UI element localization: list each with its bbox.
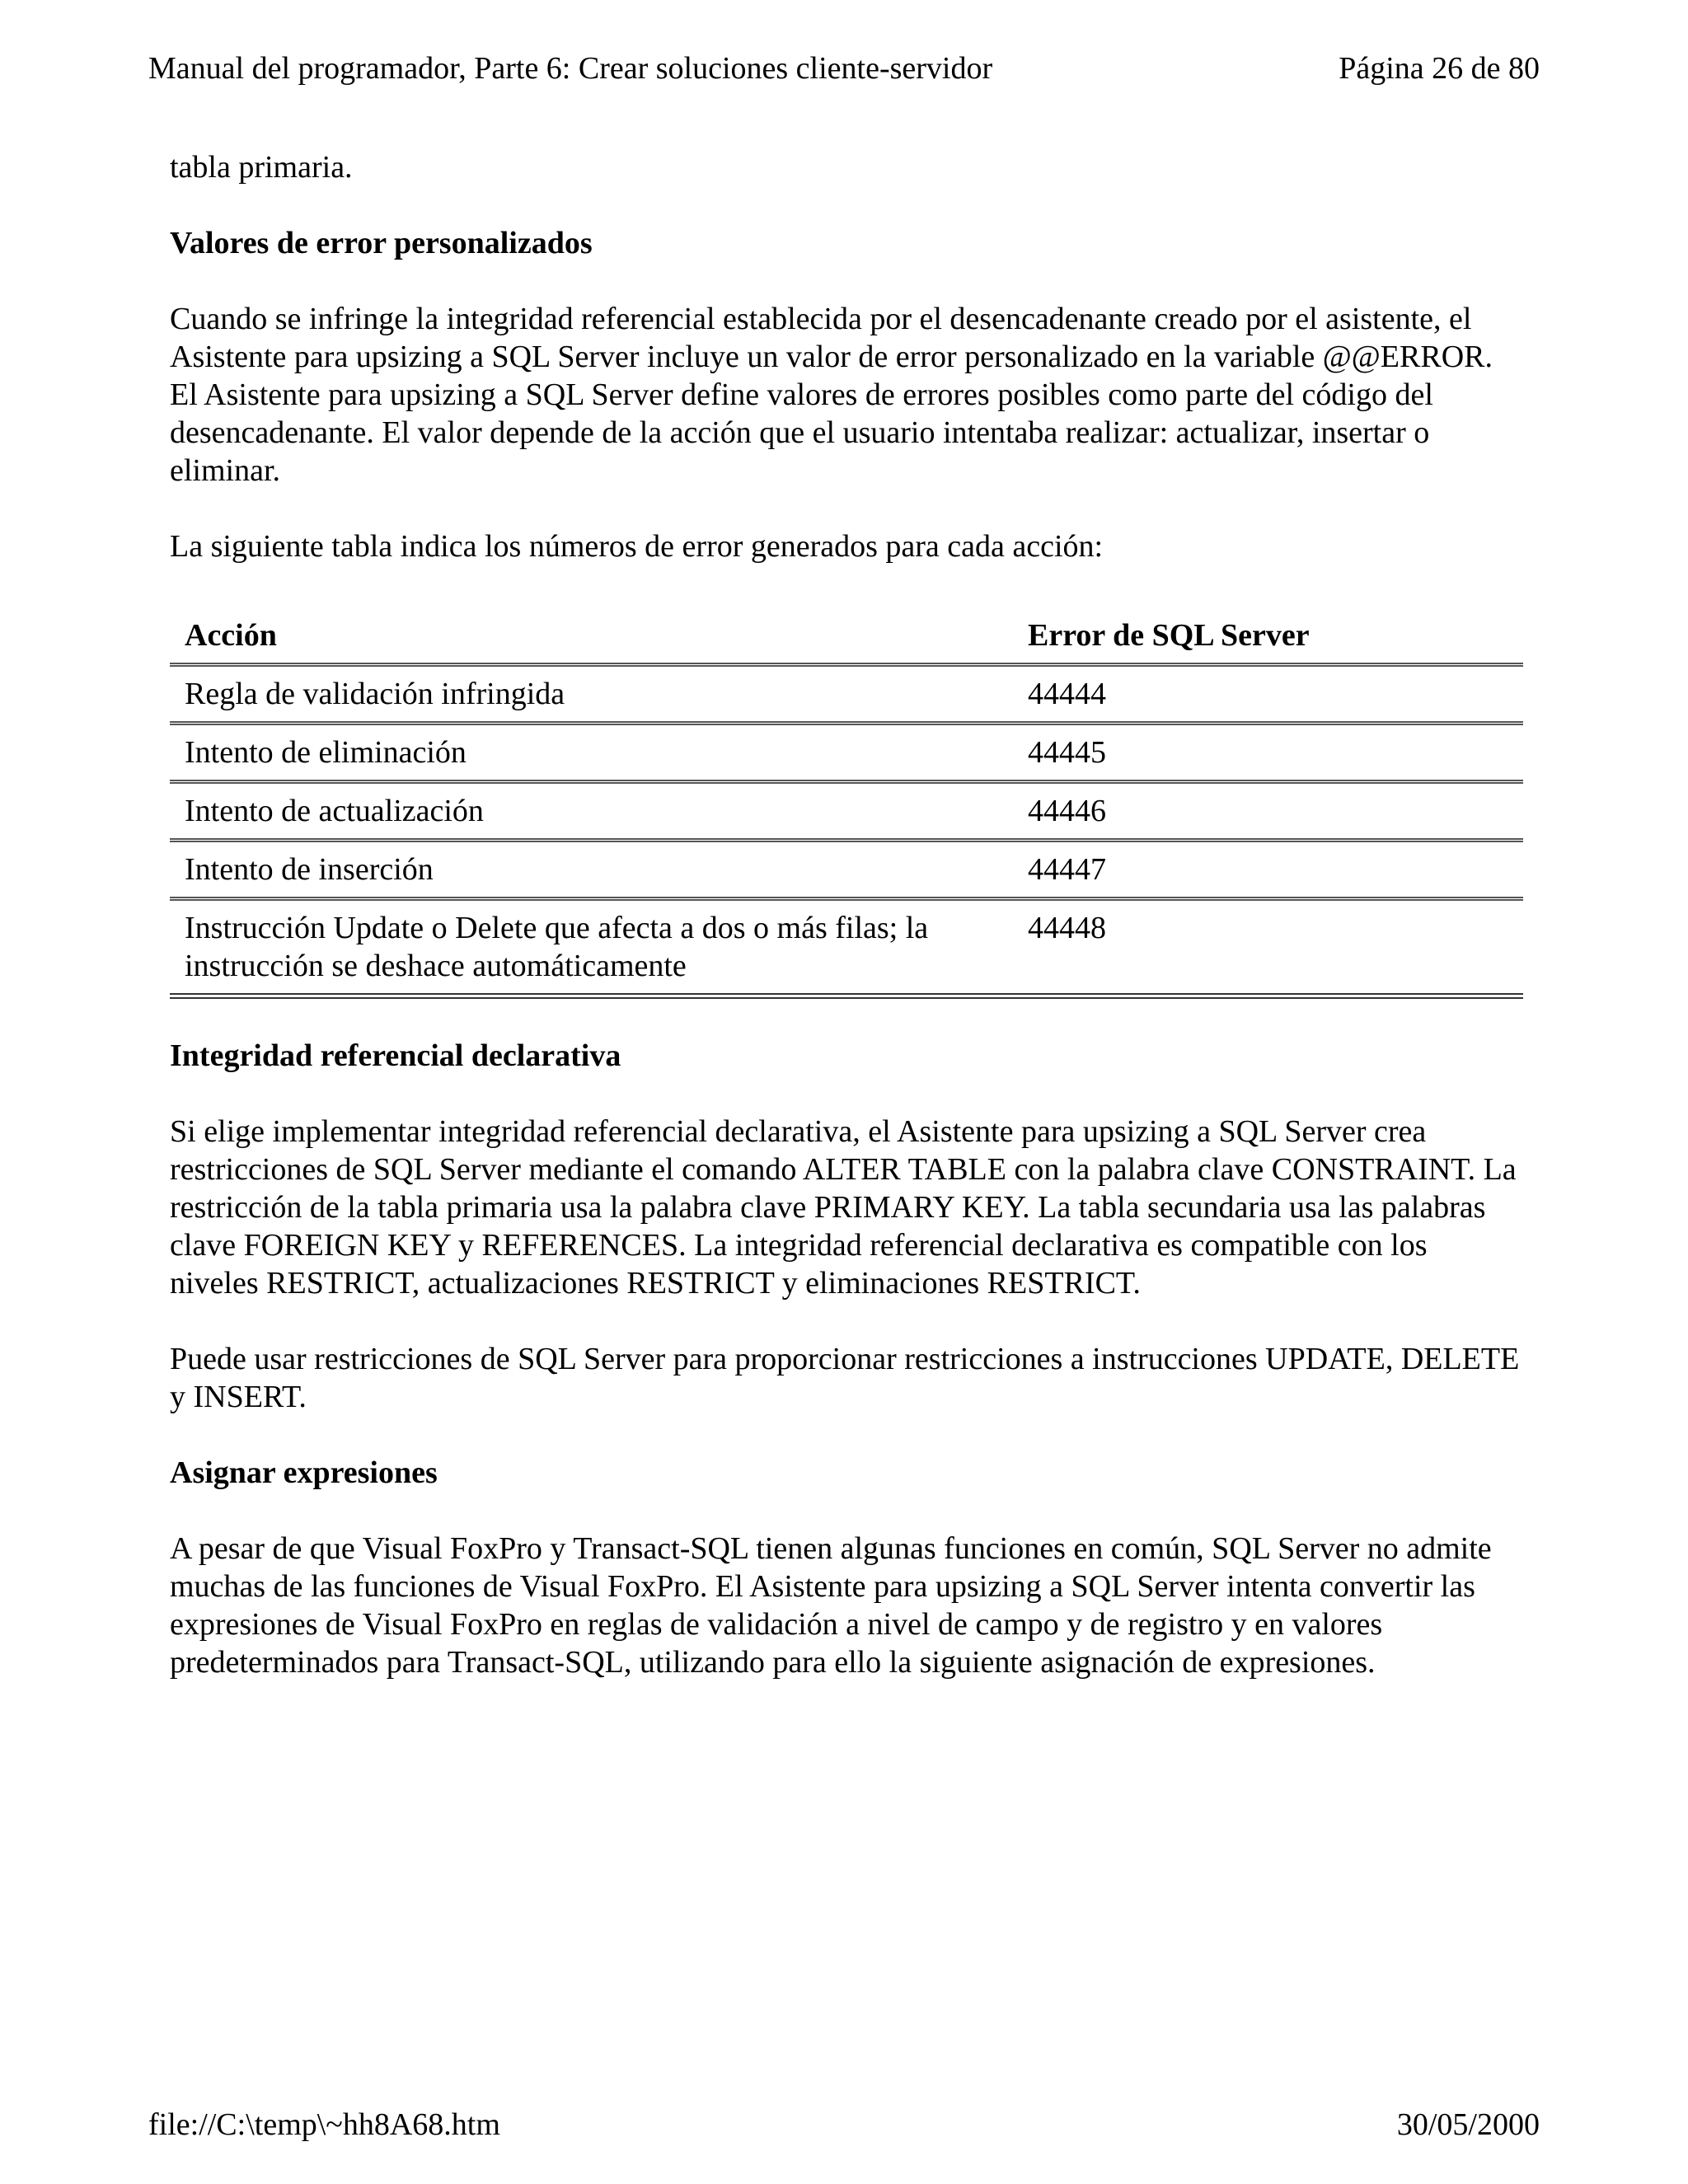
heading-error-values: Valores de error personalizados xyxy=(170,226,593,260)
cell-error: 44447 xyxy=(1013,841,1523,899)
table-row xyxy=(170,841,1523,899)
cell-error: 44445 xyxy=(1013,724,1523,782)
table-row xyxy=(170,899,1523,996)
page-number: Página 26 de 80 xyxy=(1339,51,1540,86)
column-header-error: Error de SQL Server xyxy=(1013,607,1523,665)
paragraph-expressions-1: A pesar de que Visual FoxPro y Transact-SQL tienen algunas funciones en común, SQL Server no admite muchas de las funciones de Visual FoxPro. El Asistente para upsizing a SQL Server intenta convertir las expresiones de Visual FoxPro en reglas de validación a nivel de campo y de registro y en valores predeterminados para Transact-SQL, utilizando para ello la siguiente asignación de expresiones. xyxy=(170,1531,1492,1680)
paragraph-declarative-2: Puede usar restricciones de SQL Server para proporcionar restricciones a instrucciones UPDATE, DELETE y INSERT. xyxy=(170,1342,1520,1414)
cell-error: 44446 xyxy=(1013,782,1523,841)
file-path: file://C:\temp\~hh8A68.htm xyxy=(148,2107,500,2142)
cell-error: 44444 xyxy=(1013,665,1523,724)
heading-assign-expressions: Asignar expresiones xyxy=(170,1455,438,1490)
cell-action: Instrucción Update o Delete que afecta a dos o más filas; la instrucción se deshace automáticamente xyxy=(170,899,1013,996)
page-content xyxy=(170,148,1522,1681)
cell-action: Intento de eliminación xyxy=(170,724,1013,782)
cell-action: Regla de validación infringida xyxy=(170,665,1013,724)
table-row xyxy=(170,665,1523,724)
paragraph-error-values-1: Cuando se infringe la integridad referencial establecida por el desencadenante creado por el asistente, el Asistente para upsizing a SQL Server incluye un valor de error personalizado en la variable @@ERROR. El Asistente para upsizing a SQL Server define valores de errores posibles como parte del código del desencadenante. El valor depende de la acción que el usuario intentaba realizar: actualizar, insertar o eliminar. xyxy=(170,302,1493,488)
heading-declarative-integrity: Integridad referencial declarativa xyxy=(170,1038,621,1073)
table-row xyxy=(170,782,1523,841)
print-date: 30/05/2000 xyxy=(1396,2107,1540,2142)
cell-error: 44448 xyxy=(1013,899,1523,996)
page-footer xyxy=(148,2106,1540,2144)
document-title: Manual del programador, Parte 6: Crear soluciones cliente-servidor xyxy=(148,51,993,86)
cell-action: Intento de actualización xyxy=(170,782,1013,841)
column-header-action: Acción xyxy=(170,607,1013,665)
page-header xyxy=(148,49,1540,87)
error-table xyxy=(170,607,1523,999)
cell-action: Intento de inserción xyxy=(170,841,1013,899)
intro-fragment: tabla primaria. xyxy=(170,150,353,185)
table-header-row xyxy=(170,607,1523,665)
paragraph-error-values-2: La siguiente tabla indica los números de error generados para cada acción: xyxy=(170,529,1104,564)
paragraph-declarative-1: Si elige implementar integridad referencial declarativa, el Asistente para upsizing a SQL Server crea restricciones de SQL Server mediante el comando ALTER TABLE con la palabra clave CONSTRAINT. La restricción de la tabla primaria usa la palabra clave PRIMARY KEY. La tabla secundaria usa las palabras clave FOREIGN KEY y REFERENCES. La integridad referencial declarativa es compatible con los niveles RESTRICT, actualizaciones RESTRICT y eliminaciones RESTRICT. xyxy=(170,1114,1517,1301)
table-row xyxy=(170,724,1523,782)
